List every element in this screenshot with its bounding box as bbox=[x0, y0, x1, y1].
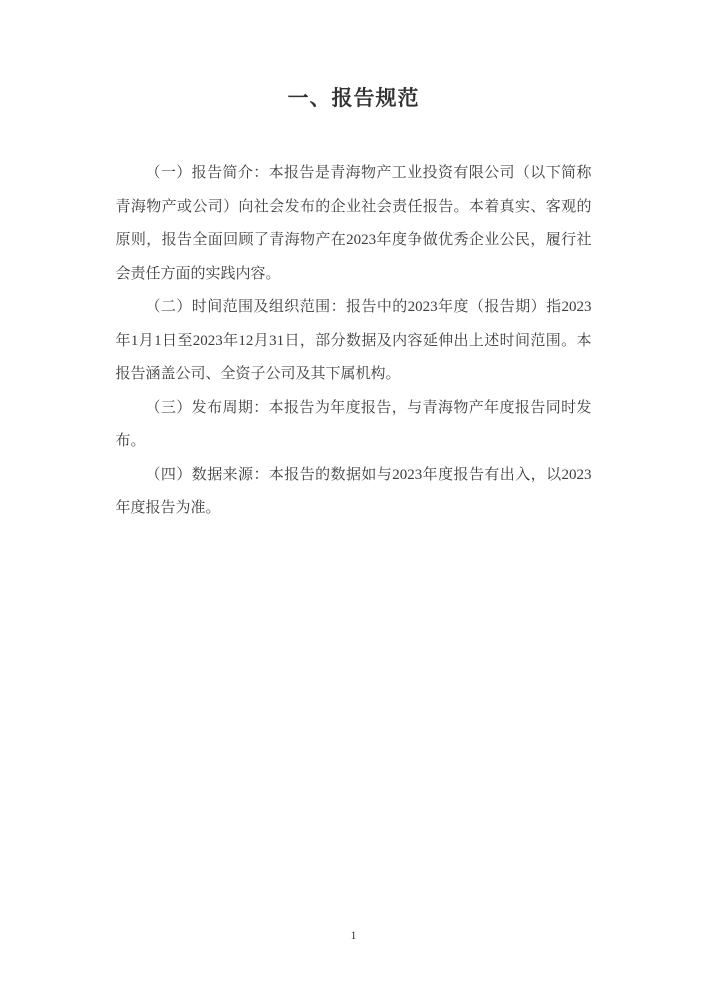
page-title: 一、报告规范 bbox=[287, 87, 420, 110]
paragraph-time-and-scope: （二）时间范围及组织范围：报告中的2023年度（报告期）指2023年1月1日至2023年12月31日，部分数据及内容延伸出上述时间范围。本报告涵盖公司、全资子公司及其下属机构。 bbox=[115, 299, 592, 382]
document-body bbox=[116, 157, 592, 526]
paragraph-publish-cycle: （三）发布周期：本报告为年度报告，与青海物产年度报告同时发布。 bbox=[115, 399, 592, 449]
page-number: 1 bbox=[350, 928, 357, 942]
paragraph-data-source: （四）数据来源：本报告的数据如与2023年度报告有出入，以2023年度报告为准。 bbox=[115, 466, 592, 516]
paragraph-report-intro: （一）报告简介：本报告是青海物产工业投资有限公司（以下简称青海物产或公司）向社会发布的企业社会责任报告。本着真实、客观的原则，报告全面回顾了青海物产在2023年度争做优秀企业公民，履行社会责任方面的实践内容。 bbox=[115, 165, 592, 282]
